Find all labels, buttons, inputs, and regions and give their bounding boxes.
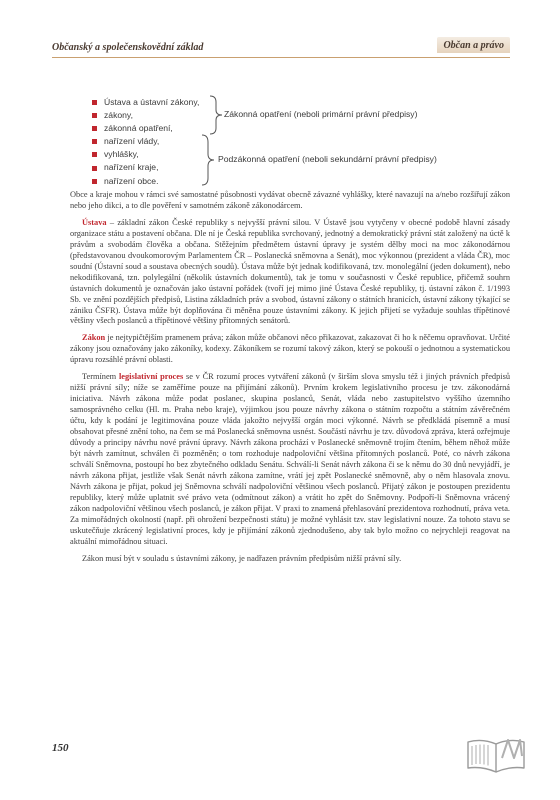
page-header	[52, 34, 510, 58]
list-item: zákony,	[92, 109, 232, 122]
term-ustava: Ústava	[82, 217, 107, 227]
list-item: nařízení obce.	[92, 175, 232, 188]
body-text	[70, 190, 510, 571]
bullet-icon	[92, 166, 97, 171]
bullet-icon	[92, 152, 97, 157]
header-right-title: Občan a právo	[437, 37, 510, 53]
list-item: vyhlášky,	[92, 148, 232, 161]
term-legislativni-proces: legislativní proces	[118, 372, 184, 382]
group-primary-label: Zákonná opatření (neboli primární právní předpisy)	[224, 109, 418, 119]
bullet-icon	[92, 126, 97, 131]
list-item: nařízení kraje,	[92, 161, 232, 174]
bullet-icon	[92, 179, 97, 184]
list-item: Ústava a ústavní zákony,	[92, 96, 232, 109]
list-item: nařízení vlády,	[92, 135, 232, 148]
header-left-title: Občanský a společenskovědní základ	[52, 42, 204, 53]
brace-secondary-icon	[200, 134, 216, 186]
paragraph-intro: Obce a kraje mohou v rámci své samostatné působnosti vydávat obecně závazné vyhlášky, které navazují na a/nebo rozšiřují zákon nebo jeho dikci, a to dle pověření v samotném zákoně zákonodárcem.	[70, 190, 510, 210]
brace-primary-icon	[208, 95, 224, 135]
open-book-logo-icon	[462, 728, 532, 782]
page-number: 150	[52, 742, 69, 754]
paragraph-ustava: Ústava – základní zákon České republiky s nejvyšší právní silou. V Ústavě jsou vytyčeny v obecné podobě hlavní zásady organizace státu a postavení občana. Dle ní je Česká republika svrchovaný, jednotný a demokratický právní stát založený na úctě k právům a svobodám člověka a občana. Stěžejním předmětem ústavní úpravy je systém dělby moci na moc zákonodárnou (představovanou dvoukomorovým Parlamentem ČR – Poslanecká sněmovna a Senát), moc výkonnou (prezident a vláda ČR), moc soudní (Ústavní soud a soustava obecných soudů). Ústava může být jednak kodifikovaná, tzv. monolegální (jeden dokument), nebo nekodifikovaná, tzn. polylegální (několik ústavních dokumentů), tak je tomu v současnosti v České republice, přičemž souhrn ústavních dokumentů je označován jako ústavní pořádek (tvoří jej mimo jiné Ústava České republiky, tj. ústavní zákon č. 1/1993 Sb. ve znění pozdějších předpisů, Listina základních práv a svobod, ústavní zákony o státních hranicích, ústavní zákony týkající se zániku ČSFR). Ústava může být doplňována či měněna pouze ústavními zákony. K jejich přijetí se vyžaduje souhlas třípětinové většiny všech poslanců a třípětinové většiny přítomných senátorů.	[70, 217, 510, 326]
bullet-icon	[92, 113, 97, 118]
paragraph-legislativni-proces: Termínem legislativní proces se v ČR rozumí proces vytváření zákonů (v širším slova smyslu též i jiných právních předpisů nižší právní síly; níže se zaměříme pouze na přijímání zákonů). Prvním krokem legislativního procesu je tzv. zákonodárná iniciativa. Návrh zákona může podat poslanec, skupina poslanců, Senát, vláda nebo zastupitelstvo vyššího územního samosprávného celku (Hl. m. Praha nebo kraje), výjimkou jsou pouze návrhy zákona o státním rozpočtu a státním závěrečném účtu, kdy k podání je legitimována pouze vláda jakožto nejvyšší orgán moci výkonné. Návrh se předkládá písemně a musí obsahovat přesné znění toho, na čem se má Poslanecká sněmovna usnést. Součástí návrhu je tzv. důvodová zpráva, která ozřejmuje důvody a principy návrhu nové právní úpravy. Návrh zákona prochází v Poslanecké sněmovně trojím čtením, během něhož může být návrh zamítnut, schválen či pozměněn; o tom rozhoduje nadpoloviční většina přítomných poslanců. Poté, co návrh zákona schválí Sněmovna, postoupí ho bez zbytečného odkladu Senátu. Schválí-li Senát návrh zákona či se k němu do 30 dnů nevyjádří, je návrh zákona přijat, jestliže však Senát návrh zákona zamítne, vrátí jej zpět Poslanecké sněmovně, aby o něm hlasovala znovu. Návrh zákona je přijat, pokud jej Sněmovna schválí nadpoloviční většinou všech poslanců. Přijatý zákon je postoupen prezidentu republiky, který může uplatnit své právo veta (odmítnout zákon) a vrátit ho zpět do Sněmovny. Podpoří-li Sněmovna vrácený zákon nadpoloviční většinou všech poslanců, je zákon přijat. V praxi to znamená přehlasování prezidentova rozhodnutí, práva veta. Za mimořádných okolností (např. při ohrožení bezpečnosti státu) je možné vyhlásit tzv. stav legislativní nouze. Za tohoto stavu se uskutečňuje zkrácený legislativní proces, kdy je přijímání zákonů zjednodušeno, aby tak bylo možno co nejrychleji reagovat na aktuální mimořádnou situaci.	[70, 372, 510, 546]
paragraph-zaver: Zákon musí být v souladu s ústavními zákony, je nadřazen právním předpisům nižší právní síly.	[82, 553, 402, 563]
bullet-icon	[92, 139, 97, 144]
paragraph-zakon: Zákon je nejtypičtějším pramenem práva; zákon může občanovi něco přikazovat, zakazovat či ho k něčemu opravňovat. Určité zákony jsou označovány jako zákoníky, kodexy. Zákoníkem se rozumí takový zákon, který se pokouší o jednotnou a systematickou úpravu rozsáhlé právní oblasti.	[70, 333, 510, 365]
list-item: zákonná opatření,	[92, 122, 232, 135]
bullet-icon	[92, 100, 97, 105]
term-zakon: Zákon	[82, 333, 106, 343]
group-secondary-label: Podzákonná opatření (neboli sekundární právní předpisy)	[218, 154, 437, 164]
